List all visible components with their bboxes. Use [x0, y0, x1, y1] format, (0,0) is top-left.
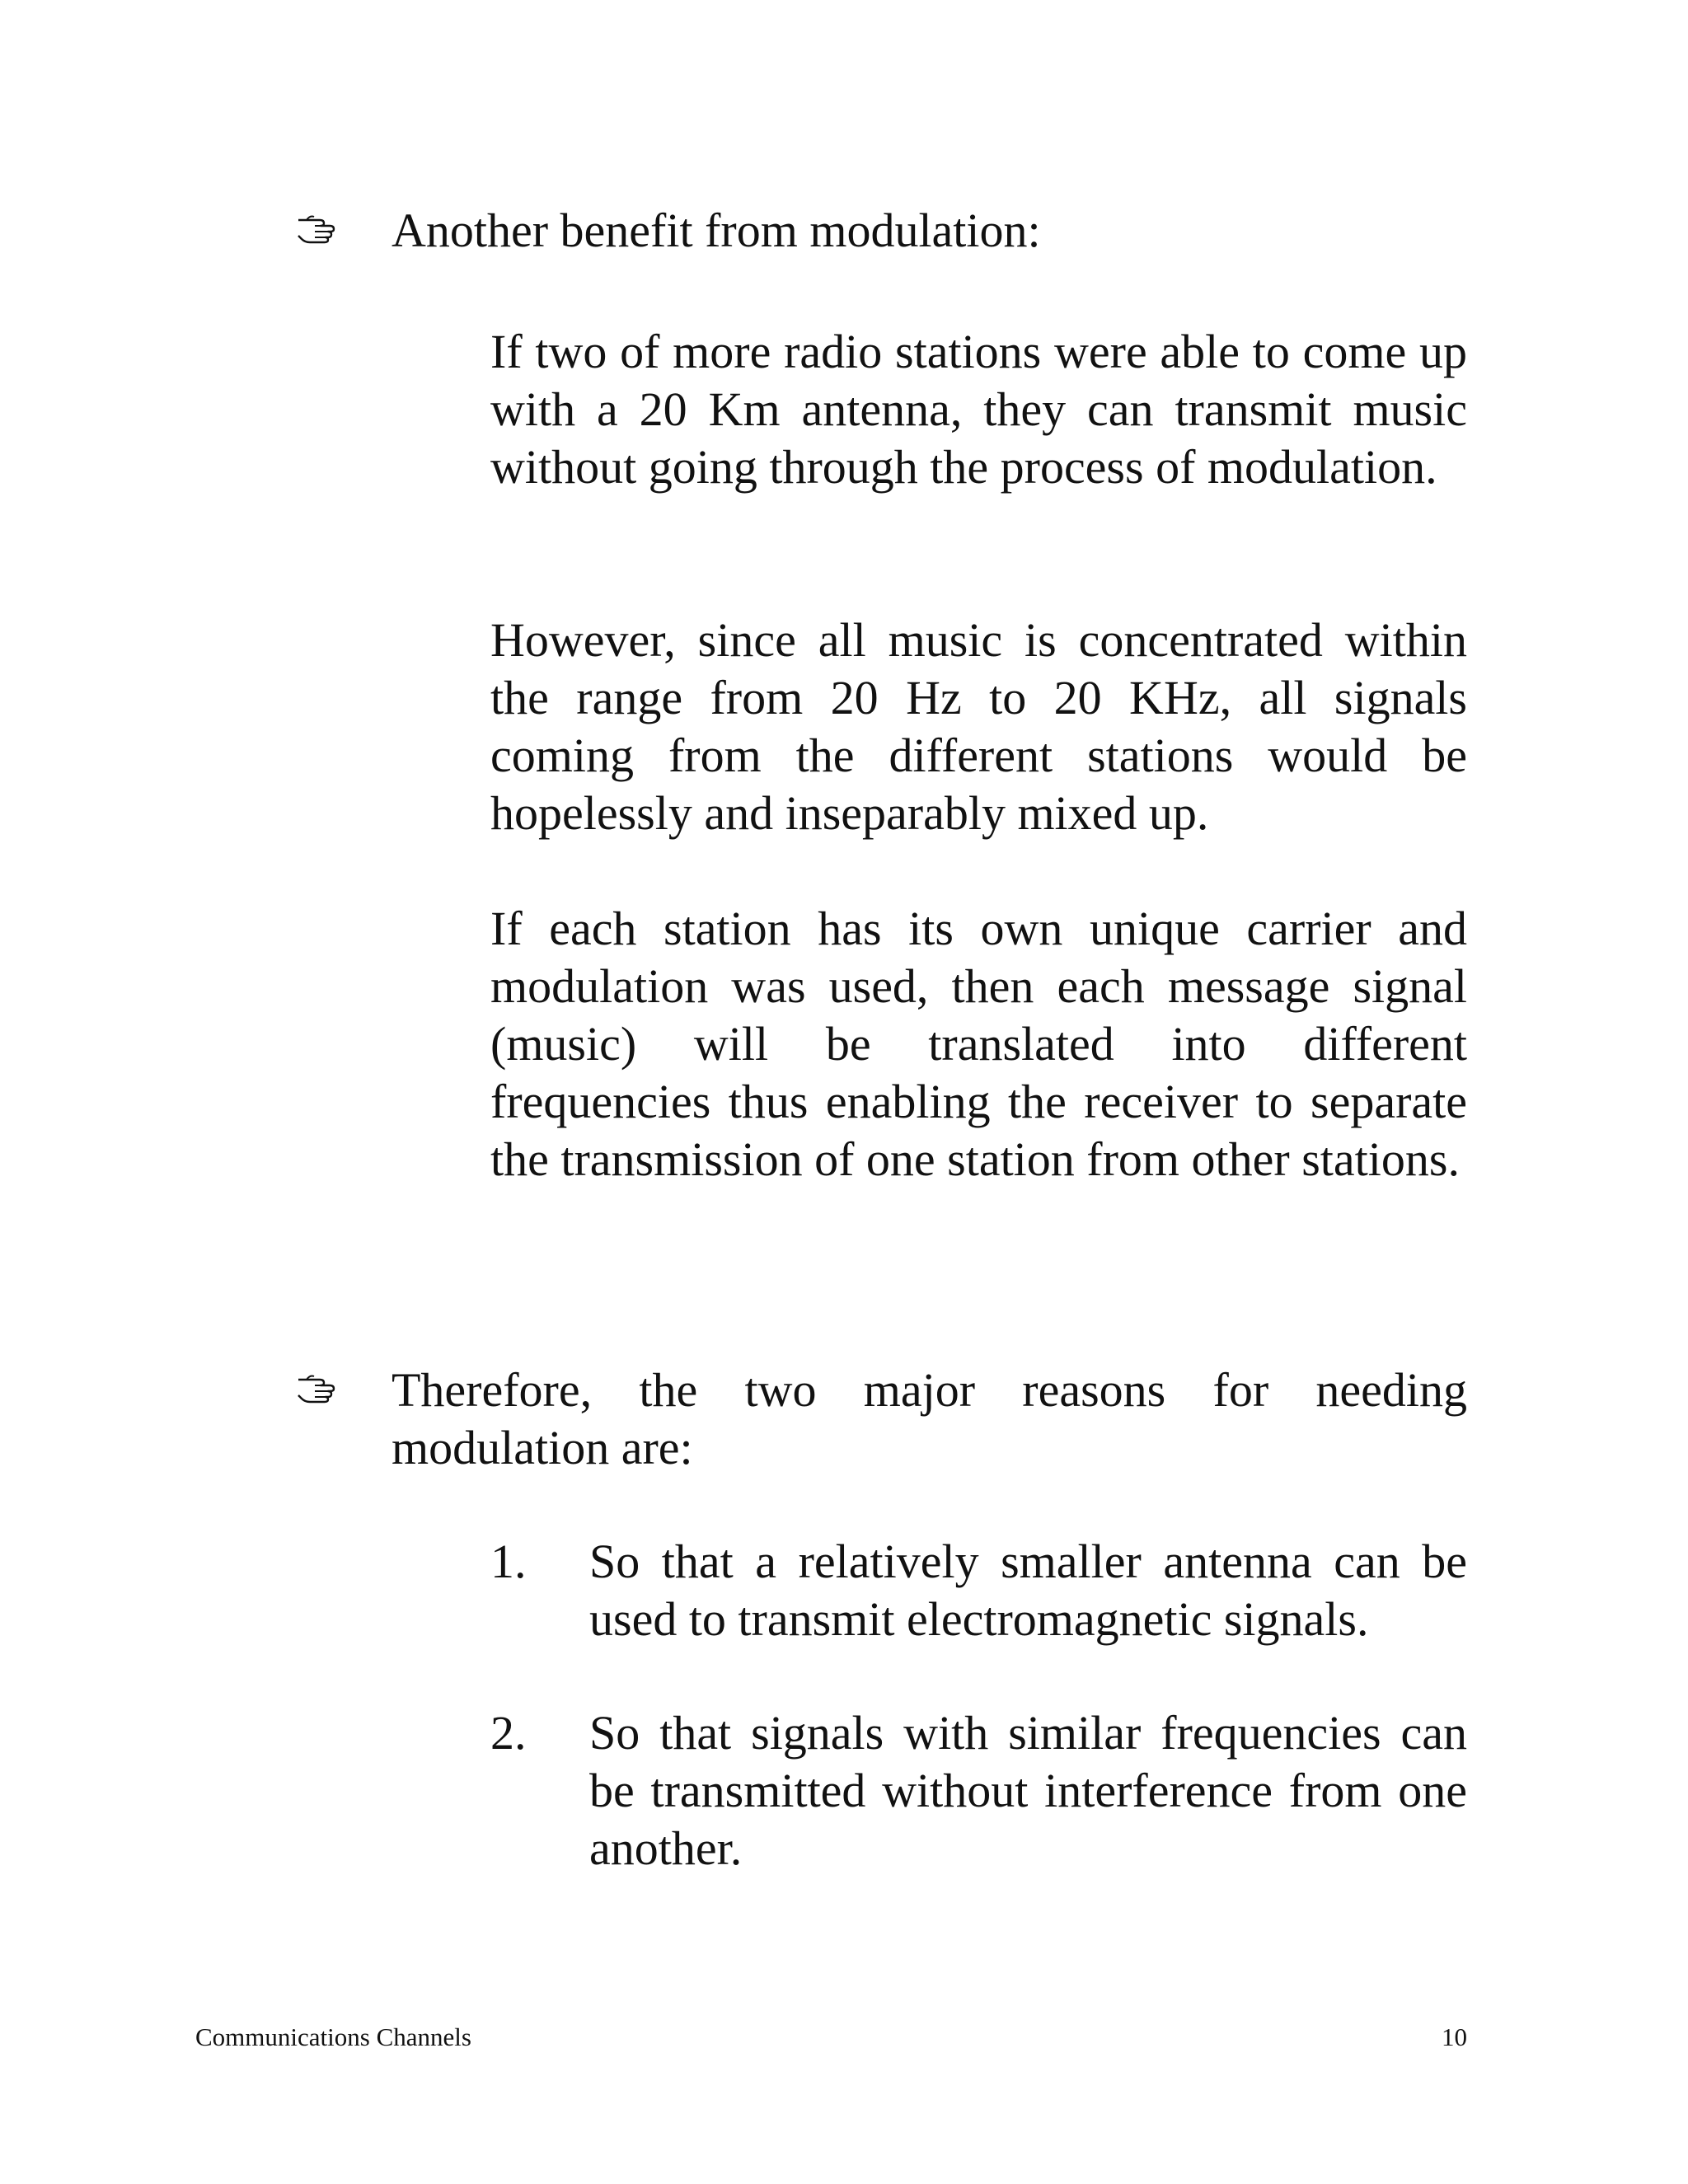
- bullet-text: Another benefit from modulation:: [392, 204, 1041, 257]
- pointing-hand-icon: [297, 209, 338, 245]
- paragraph-mixed-signals: However, since all music is concentrated within the range from 20 Hz to 20 KHz, all signals coming from the different stations would be hopelessly and inseparably mixed up.: [490, 613, 1467, 840]
- reason-text: So that a relatively smaller antenna can be used to transmit electromagnetic signals.: [589, 1535, 1467, 1646]
- bullet-text: Therefore, the two major reasons for needing modulation are:: [392, 1363, 1467, 1474]
- page-number: 10: [1442, 2022, 1467, 2051]
- reason-number: 2.: [490, 1706, 527, 1760]
- reason-text: So that signals with similar frequencies can be transmitted without interference from one another.: [589, 1706, 1467, 1875]
- pointing-hand-icon: [297, 1368, 338, 1404]
- reason-number: 1.: [490, 1535, 527, 1588]
- paragraph-antenna: If two of more radio stations were able to come up with a 20 Km antenna, they can transmit music without going through the process of modulation.: [490, 325, 1467, 494]
- paragraph-unique-carrier: If each station has its own unique carrier and modulation was used, then each message signal (music) will be translated into different frequencies thus enabling the receiver to separate the transmission of one station from other stations.: [490, 902, 1467, 1186]
- footer-title: Communications Channels: [195, 2022, 471, 2051]
